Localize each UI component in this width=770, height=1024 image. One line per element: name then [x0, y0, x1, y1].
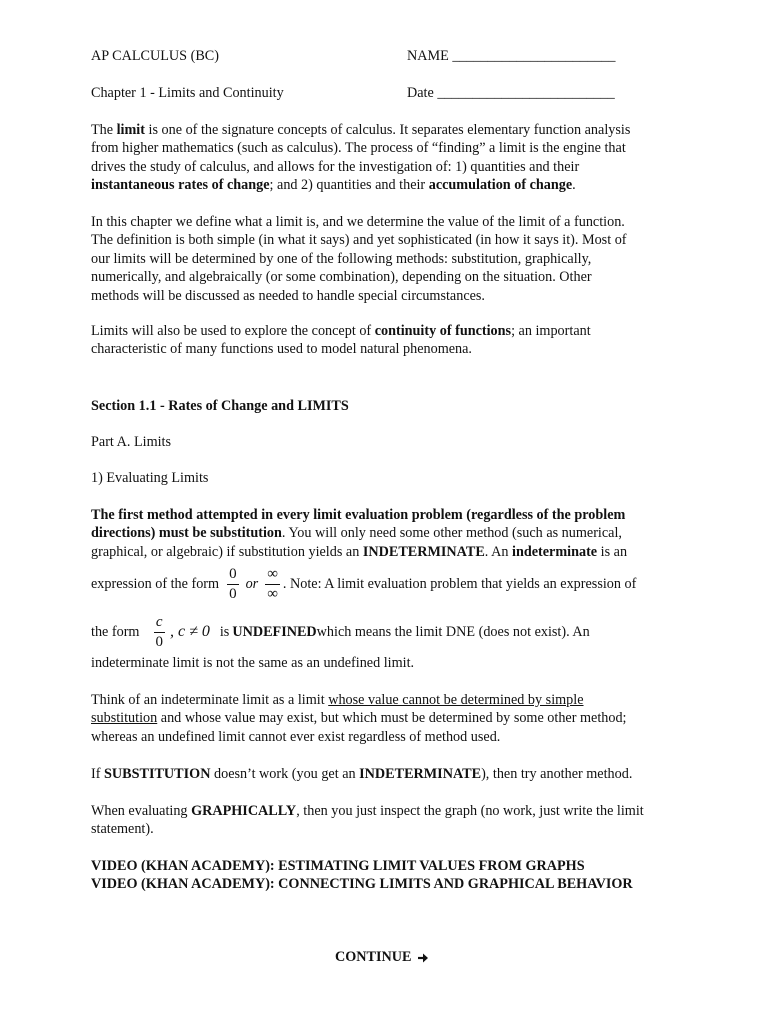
method-paragraph: The first method attempted in every limit evaluation problem (regardless of the problem directions) must be substitution. You will only need some other method (such as numerical, graphical, or algebraic) if substitution yields an INDETERMINATE. An indeterminate is an [91, 507, 628, 560]
part-title: Part A. Limits [91, 434, 172, 450]
course-title: AP CALCULUS (BC) [91, 48, 219, 64]
subsection-title: 1) Evaluating Limits [91, 470, 209, 486]
intro-paragraph-2: In this chapter we define what a limit is, and we determine the value of the limit of a function. The definition is both simple (in what it says) and yet sophisticated (in how it says it). Most of our limits will be determined by one of the following methods: substitution, graphically, numerically, and algebraically (or some combination), depending on the situation. Other methods will be discussed as needed to handle special circumstances. [91, 214, 627, 304]
intro-paragraph-3: Limits will also be used to explore the concept of continuity of functions; an important characteristic of many functions used to model natural phenomena. [91, 323, 591, 358]
chapter-title: Chapter 1 - Limits and Continuity [91, 85, 284, 101]
indeterminate-forms-line: expression of the form $\frac{0}{0}$ or $\frac{\infty}{\infty}$ . Note: A limit evaluation problem that yields an expression of [91, 565, 637, 602]
think-paragraph: Think of an indeterminate limit as a limit whose value cannot be determined by simple substitution and whose value may exist, but which must be determined by some other method; whereas an undefined limit cannot ever exist regardless of method used. [91, 692, 627, 745]
section-title: Section 1.1 - Rates of Change and LIMITS [91, 398, 349, 414]
substitution-note: If SUBSTITUTION doesn’t work (you get an INDETERMINATE), then try another method. [91, 766, 633, 782]
indeterminate-vs-undefined: indeterminate limit is not the same as an undefined limit. [91, 655, 415, 671]
fraction-zero-over-zero: $\frac{0}{0}$ [229, 565, 237, 602]
continue-link[interactable]: CONTINUE [335, 948, 429, 966]
intro-paragraph-1: The limit is one of the signature concepts of calculus. It separates elementary function analysis from higher mathematics (such as calculus). The process of “finding” a limit is the engine that drives the study of calculus, and allows for the investigation of: 1) quantities and their instantaneous rates of change; and 2) quantities and their accumulation of change. [91, 122, 631, 194]
undefined-form-line: the form $\frac{c}{0}$ , c ≠ 0 is UNDEFINED which means the limit DNE (does not exist). An [91, 613, 590, 650]
fraction-c-over-zero: $\frac{c}{0}$ [155, 613, 163, 650]
right-arrow-icon [417, 951, 429, 963]
date-field-label: Date _________________________ [407, 85, 615, 101]
video-link-connecting-limits[interactable]: VIDEO (KHAN ACADEMY): CONNECTING LIMITS AND GRAPHICAL BEHAVIOR [91, 876, 633, 893]
name-field-label: NAME _______________________ [407, 48, 616, 64]
fraction-infinity-over-infinity: $\frac{\infty}{\infty}$ [267, 565, 278, 602]
video-list [91, 857, 691, 894]
video-link-estimating-limits[interactable]: VIDEO (KHAN ACADEMY): ESTIMATING LIMIT VALUES FROM GRAPHS [91, 858, 585, 874]
graphically-paragraph: When evaluating GRAPHICALLY, then you just inspect the graph (no work, just write the limit statement). [91, 803, 644, 838]
